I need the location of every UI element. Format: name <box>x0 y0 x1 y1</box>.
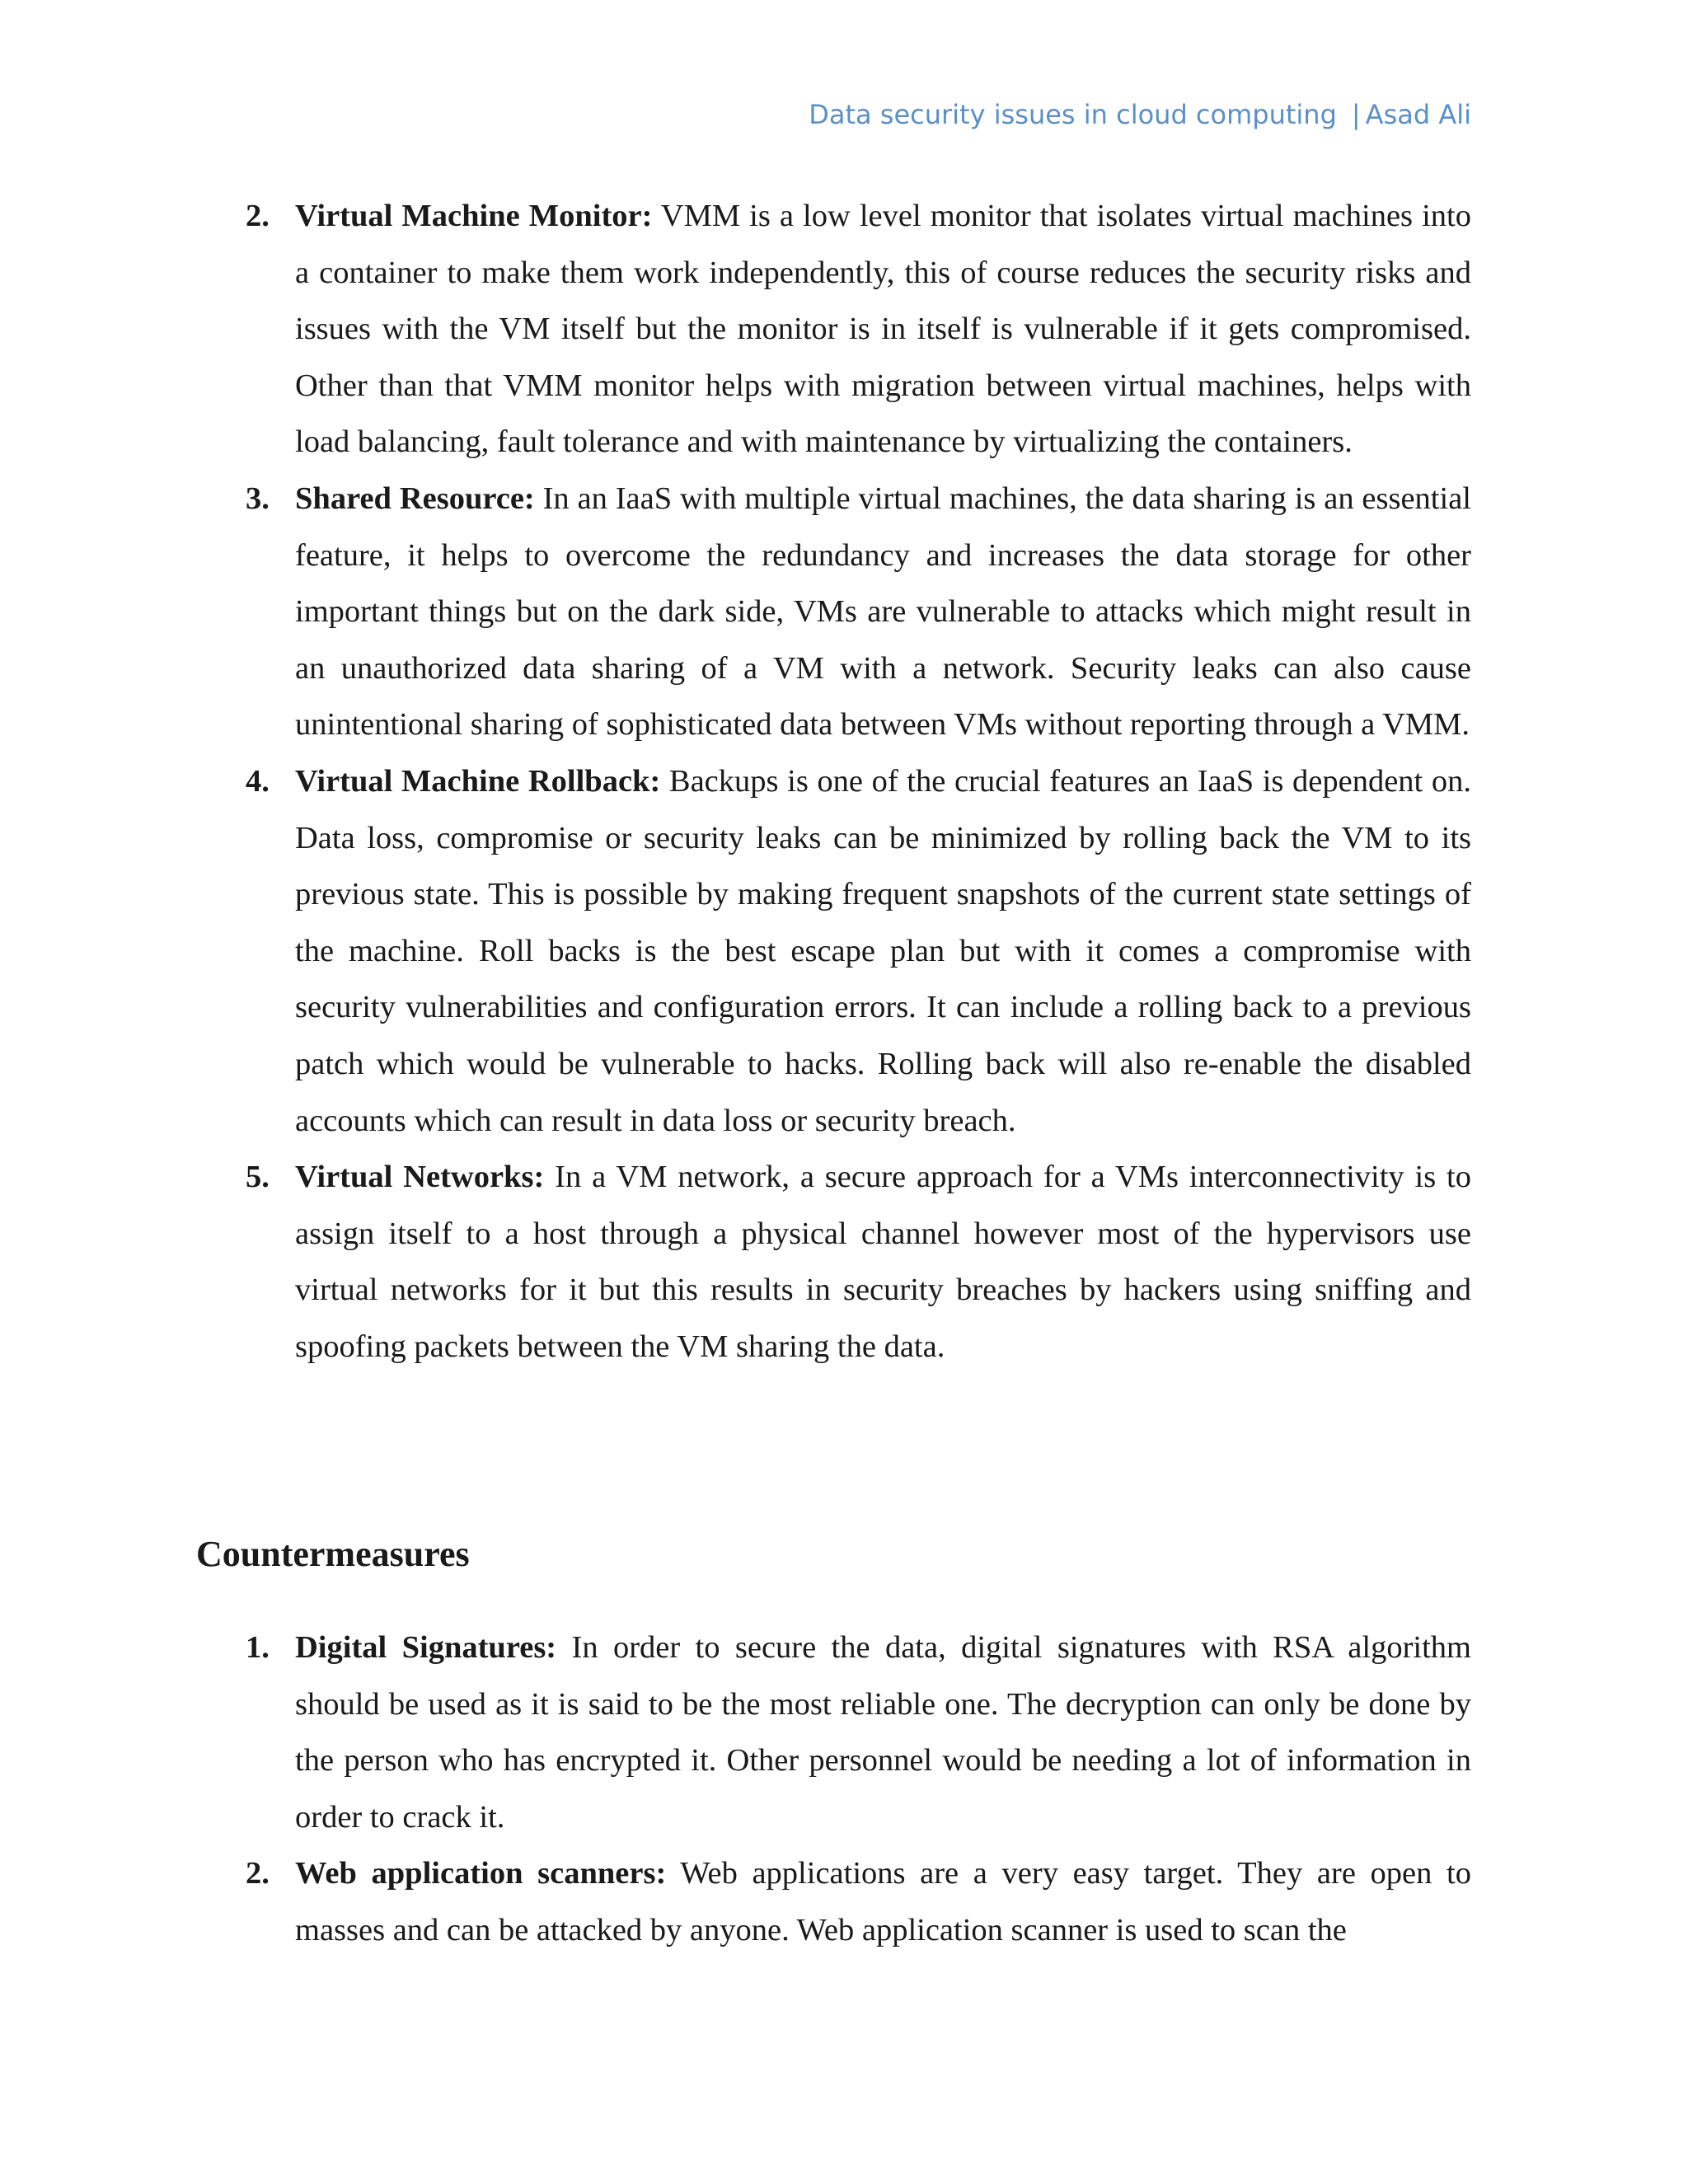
list-item-number: 2. <box>246 1856 270 1891</box>
list-item-term: Digital Signatures: <box>295 1630 557 1665</box>
section-heading-countermeasures: Countermeasures <box>196 1534 470 1574</box>
list-item <box>246 471 1471 753</box>
list-item-term: Virtual Machine Monitor: <box>295 199 653 233</box>
list-item-number: 1. <box>246 1630 270 1665</box>
countermeasures-list-section <box>246 1619 1471 1959</box>
list-item-term: Shared Resource: <box>295 480 535 516</box>
list-item <box>246 1619 1471 1845</box>
list-item-term: Virtual Networks: <box>295 1160 545 1195</box>
list-item <box>246 1845 1471 1958</box>
list-item-text: Backups is one of the crucial features an IaaS is dependent on. Data loss, compromise or security leaks can be minimized by rolling back the VM to its previous state. This is possible by making frequent snapshots of the current state settings of the machine. Roll backs is the best escape plan but with it comes a compromise with security vulnerabilities and configuration errors. It can include a rolling back to a previous patch which would be vulnerable to hacks. Rolling back will also re-enable the disabled accounts which can result in data loss or security breach. <box>295 763 1471 1138</box>
list-item-text: In order to secure the data, digital signatures with RSA algorithm should be used as it is said to be the most reliable one. The decryption can only be done by the person who has encrypted it. Other personnel would be needing a lot of information in order to crack it. <box>295 1630 1471 1835</box>
list-item <box>246 753 1471 1149</box>
list-item-text: VMM is a low level monitor that isolates virtual machines into a container to make them work independently, this of course reduces the security risks and issues with the VM itself but the monitor is in itself is vulnerable if it gets compromised. Other than that VMM monitor helps with migration between virtual machines, helps with load balancing, fault tolerance and with maintenance by virtualizing the containers. <box>295 199 1471 460</box>
list-item-text: In a VM network, a secure approach for a VMs interconnectivity is to assign itself to a host through a physical channel however most of the hypervisors use virtual networks for it but this results in security breaches by hackers using sniffing and spoofing packets between the VM sharing the data. <box>295 1160 1471 1364</box>
list-item-text: In an IaaS with multiple virtual machines, the data sharing is an essential feature, it helps to overcome the redundancy and increases the data storage for other important things but on the dark side, VMs are vulnerable to attacks which might result in an unauthorized data sharing of a VM with a network. Security leaks can also cause unintentional sharing of sophisticated data between VMs without reporting through a VMM. <box>295 480 1471 743</box>
threats-list-section <box>246 188 1471 1375</box>
list-item-number: 4. <box>246 763 270 799</box>
list-item <box>246 1149 1471 1375</box>
countermeasures-list <box>246 1619 1471 1959</box>
list-item <box>246 188 1471 471</box>
list-item-number: 2. <box>246 199 270 233</box>
header-separator: | <box>1351 99 1361 130</box>
threats-list <box>246 188 1471 1375</box>
list-item-term: Virtual Machine Rollback: <box>295 763 661 799</box>
list-item-number: 5. <box>246 1160 270 1195</box>
header-title: Data security issues in cloud computing <box>809 99 1337 130</box>
header-author: Asad Ali <box>1365 99 1471 130</box>
page-header <box>809 99 1471 130</box>
list-item-number: 3. <box>246 480 270 516</box>
list-item-text: Web applications are a very easy target. They are open to masses and can be attacked by anyone. Web application scanner is used to scan the <box>295 1856 1471 1947</box>
list-item-term: Web application scanners: <box>295 1856 667 1891</box>
